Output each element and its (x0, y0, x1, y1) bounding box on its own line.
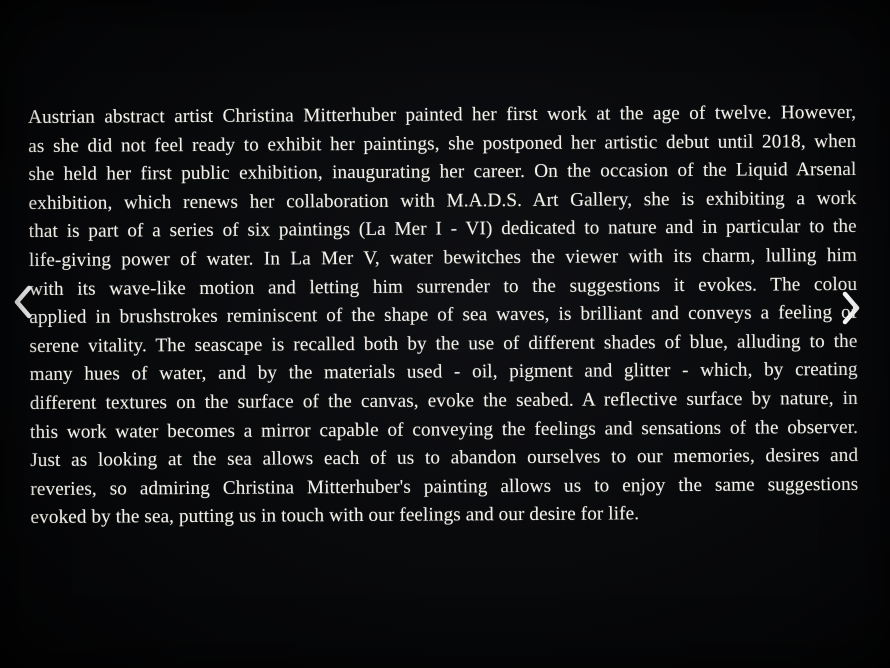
statement-line: evoked by the sea, putting us in touch with our feelings and our desire for life. (30, 503, 640, 529)
next-slide-button[interactable] (836, 286, 866, 330)
statement-line: reveries, so admiring Christina Mitterhuber's painting allows us to enjoy the same suggestions (30, 473, 859, 500)
statement-line: serene vitality. The seascape is recalled both by the use of different shades of blue, alluding to the (29, 330, 858, 357)
statement-line: exhibition, which renews her collaboration with M.A.D.S. Art Gallery, she is exhibiting a work (28, 187, 857, 214)
statement-line: Just as looking at the sea allows each of us to abandon ourselves to our memories, desires and (30, 445, 859, 472)
previous-slide-button[interactable] (8, 280, 38, 324)
statement-line: with its wave-like motion and letting him surrender to the suggestions it evokes. The colou (29, 273, 858, 300)
statement-line: this work water becomes a mirror capable of conveying the feelings and sensations of the observer. (29, 416, 859, 443)
statement-line: different textures on the surface of the canvas, evoke the seabed. A reflective surface by nature, in (29, 387, 858, 414)
statement-line: Austrian abstract artist Christina Mitterhuber painted her first work at the age of twelve. However, (28, 101, 857, 128)
statement-line: as she did not feel ready to exhibit her paintings, she postponed her artistic debut until 2018, when (28, 130, 857, 157)
artist-statement (28, 99, 859, 533)
statement-line: life-giving power of water. In La Mer V, water bewitches the viewer with its charm, lulling him (28, 244, 858, 271)
chevron-right-icon (840, 290, 862, 326)
statement-line: that is part of a series of six paintings (La Mer I - VI) dedicated to nature and in particular to the (28, 216, 857, 243)
statement-line: applied in brushstrokes reminiscent of the shape of sea waves, is brilliant and conveys a feeling of (29, 302, 858, 329)
chevron-left-icon (12, 284, 34, 320)
statement-line: she held her first public exhibition, inaugurating her career. On the occasion of the Liquid Arsenal (28, 159, 857, 186)
statement-line: many hues of water, and by the materials used - oil, pigment and glitter - which, by creating (29, 359, 858, 386)
